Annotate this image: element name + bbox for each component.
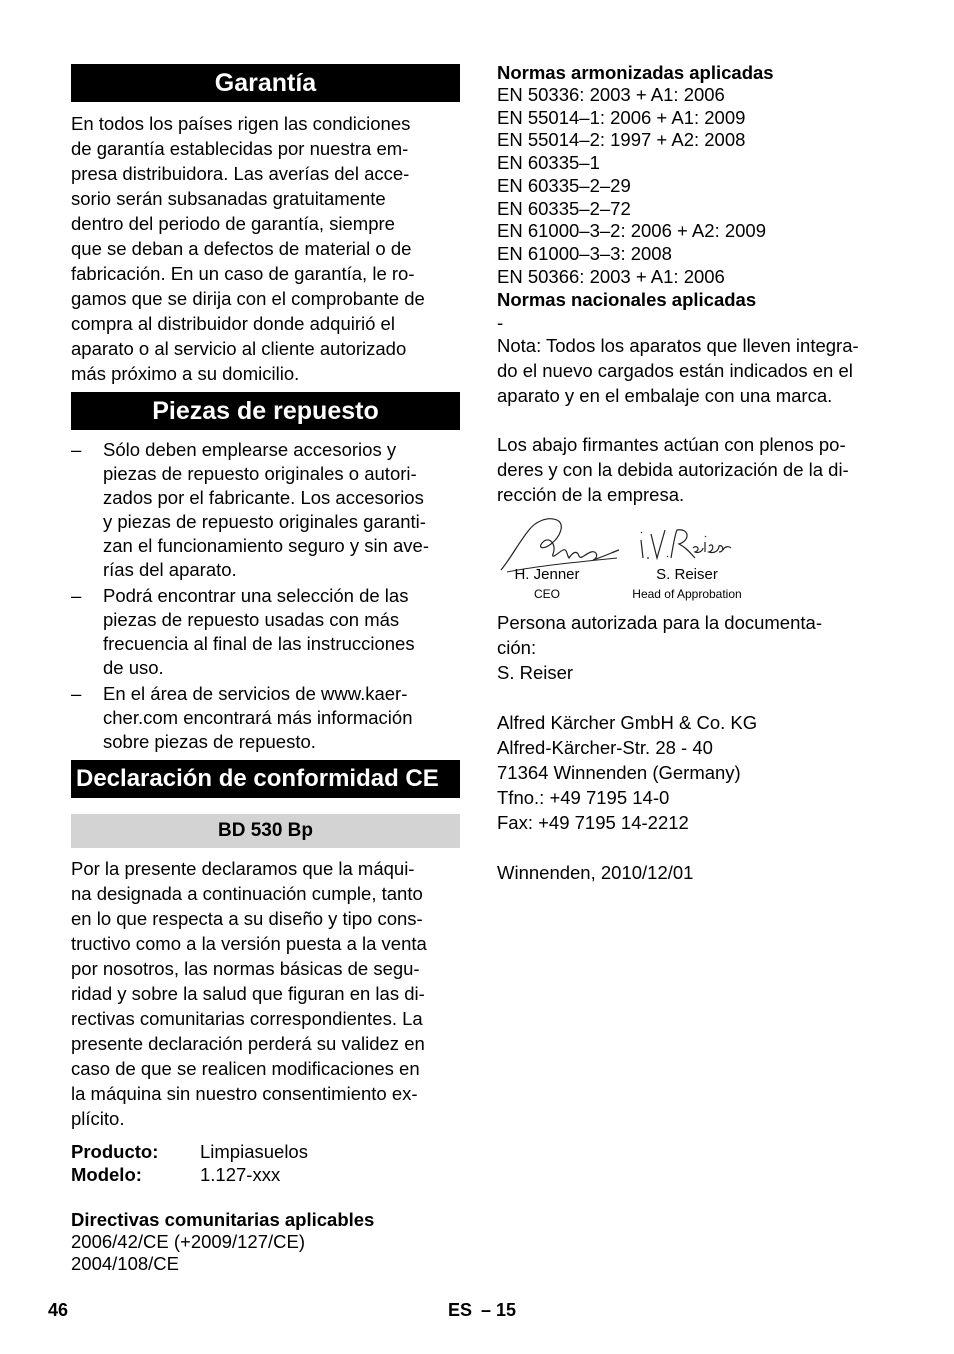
signer-reiser-name: S. Reiser — [656, 566, 718, 583]
garantia-text — [71, 111, 425, 386]
text-line: por nosotros, las normas básicas de segu- — [71, 958, 420, 979]
list-dash: – — [71, 439, 82, 460]
producto-value: Limpiasuelos — [200, 1141, 308, 1162]
signer-reiser — [615, 566, 759, 602]
repuesto-item-2-text — [103, 584, 415, 680]
text-line: Por la presente declaramos que la máqui- — [71, 858, 415, 879]
text-line: Persona autorizada para la documenta- — [497, 612, 822, 633]
text-line: rectivas comunitarias correspondientes. La — [71, 1008, 423, 1029]
modelo-label: Modelo: — [71, 1164, 142, 1185]
fecha-text: Winnenden, 2010/12/01 — [497, 862, 694, 883]
text-line: EN 50336: 2003 + A1: 2006 — [497, 84, 725, 105]
page-number: 46 — [48, 1300, 69, 1320]
text-line: na designada a continuación cumple, tanto — [71, 883, 423, 904]
directivas-list — [71, 1231, 305, 1275]
text-line: sobre piezas de repuesto. — [103, 731, 316, 752]
text-line: EN 60335–1 — [497, 152, 600, 174]
nota-text — [497, 333, 859, 408]
text-line: Alfred-Kärcher-Str. 28 - 40 — [497, 737, 713, 758]
text-line: rección de la empresa. — [497, 484, 685, 505]
text-line: zados por el fabricante. Los accesorios — [103, 487, 424, 508]
text-line: compra al distribuidor donde adquirió el — [71, 313, 395, 334]
text-line: 71364 Winnenden (Germany) — [497, 762, 741, 783]
text-line: de uso. — [103, 657, 164, 678]
text-line: EN 55014–1: 2006 + A1: 2009 — [497, 106, 746, 128]
text-line: dentro del periodo de garantía, siempre — [71, 213, 395, 234]
documentacion-text — [497, 610, 822, 685]
producto-label: Producto: — [71, 1141, 159, 1162]
text-line: aparato o al servicio al cliente autorizado — [71, 338, 407, 359]
text-line: Tfno.: +49 7195 14-0 — [497, 787, 670, 808]
text-line: presa distribuidora. Las averías del acce- — [71, 163, 410, 184]
text-line: Sólo deben emplearse accesorios y — [103, 439, 397, 460]
conformidad-heading: Declaración de conformidad CE — [71, 760, 460, 798]
left-column — [71, 0, 460, 1300]
text-line: aparato y en el embalaje con una marca. — [497, 385, 833, 406]
firmantes-text — [497, 432, 849, 507]
text-line: Nota: Todos los aparatos que lleven integra- — [497, 335, 859, 356]
signer-jenner-role: CEO — [533, 587, 560, 601]
text-line: rías del aparato. — [103, 559, 237, 580]
repuesto-item-3-text — [103, 682, 413, 754]
modelo-value: 1.127-xxx — [200, 1164, 281, 1185]
text-line: deres y con la debida autorización de la di- — [497, 459, 849, 480]
armonizadas-title: Normas armonizadas aplicadas — [497, 62, 774, 83]
signer-reiser-role: Head of Approbation — [632, 587, 742, 601]
list-dash: – — [71, 683, 82, 704]
directivas-title: Directivas comunitarias aplicables — [71, 1209, 375, 1230]
section-page: – 15 — [481, 1300, 517, 1320]
text-line: 2006/42/CE (+2009/127/CE) — [71, 1231, 305, 1252]
text-line: piezas de repuesto usadas con más — [103, 609, 400, 630]
text-line: Fax: +49 7195 14-2212 — [497, 812, 689, 833]
text-line: En todos los países rigen las condiciones — [71, 113, 411, 134]
conformidad-text — [71, 856, 427, 1131]
text-line: piezas de repuesto originales o autori- — [103, 463, 417, 484]
text-line: EN 61000–3–2: 2006 + A2: 2009 — [497, 220, 766, 242]
text-line: sorio serán subsanadas gratuitamente — [71, 188, 386, 209]
section-language: ES — [448, 1300, 473, 1320]
text-line: Podrá encontrar una selección de las — [103, 585, 409, 606]
text-line: ción: — [497, 637, 537, 658]
text-line: cher.com encontrará más información — [103, 707, 413, 728]
text-line: EN 55014–2: 1997 + A2: 2008 — [497, 129, 746, 151]
garantia-heading: Garantía — [71, 64, 460, 102]
text-line: presente declaración perderá su validez en — [71, 1033, 425, 1054]
text-line: do el nuevo cargados están indicados en el — [497, 360, 853, 381]
text-line: tructivo como a la versión puesta a la venta — [71, 933, 427, 954]
list-dash: – — [71, 585, 82, 606]
signer-jenner — [497, 566, 597, 602]
nacionales-value: - — [497, 312, 504, 333]
repuesto-item-1-text — [103, 438, 429, 582]
repuesto-heading: Piezas de repuesto — [71, 392, 460, 430]
text-line: EN 60335–2–72 — [497, 197, 631, 219]
section-label — [448, 1299, 516, 1321]
right-column — [497, 0, 897, 1300]
text-line: zan el funcionamiento seguro y sin ave- — [103, 535, 429, 556]
text-line: fabricación. En un caso de garantía, le ro- — [71, 263, 415, 284]
text-line: S. Reiser — [497, 662, 574, 683]
text-line: de garantía establecidas por nuestra em- — [71, 138, 409, 159]
text-line: EN 60335–2–29 — [497, 174, 631, 196]
signature-reiser — [635, 520, 735, 566]
text-line: y piezas de repuesto originales garanti- — [103, 511, 426, 532]
nacionales-title: Normas nacionales aplicadas — [497, 289, 757, 310]
signer-jenner-name: H. Jenner — [514, 566, 580, 583]
text-line: más próximo a su domicilio. — [71, 363, 300, 384]
text-line: en lo que respecta a su diseño y tipo cons- — [71, 908, 423, 929]
model-bar: BD 530 Bp — [71, 814, 460, 848]
text-line: la máquina sin nuestro consentimiento ex- — [71, 1083, 418, 1104]
text-line: gamos que se dirija con el comprobante de — [71, 288, 425, 309]
text-line: En el área de servicios de www.kaer- — [103, 683, 408, 704]
text-line: caso de que se realicen modificaciones en — [71, 1058, 420, 1079]
text-line: plícito. — [71, 1108, 125, 1129]
text-line: Los abajo firmantes actúan con plenos po- — [497, 434, 846, 455]
text-line: EN 50366: 2003 + A1: 2006 — [497, 265, 725, 287]
text-line: frecuencia al final de las instrucciones — [103, 633, 415, 654]
text-line: que se deban a defectos de material o de — [71, 238, 412, 259]
armonizadas-list — [497, 84, 766, 288]
text-line: ridad y sobre la salud que figuran en las di- — [71, 983, 425, 1004]
text-line: Alfred Kärcher GmbH & Co. KG — [497, 712, 758, 733]
text-line: EN 61000–3–3: 2008 — [497, 242, 672, 264]
text-line: 2004/108/CE — [71, 1253, 180, 1274]
empresa-text — [497, 710, 757, 835]
